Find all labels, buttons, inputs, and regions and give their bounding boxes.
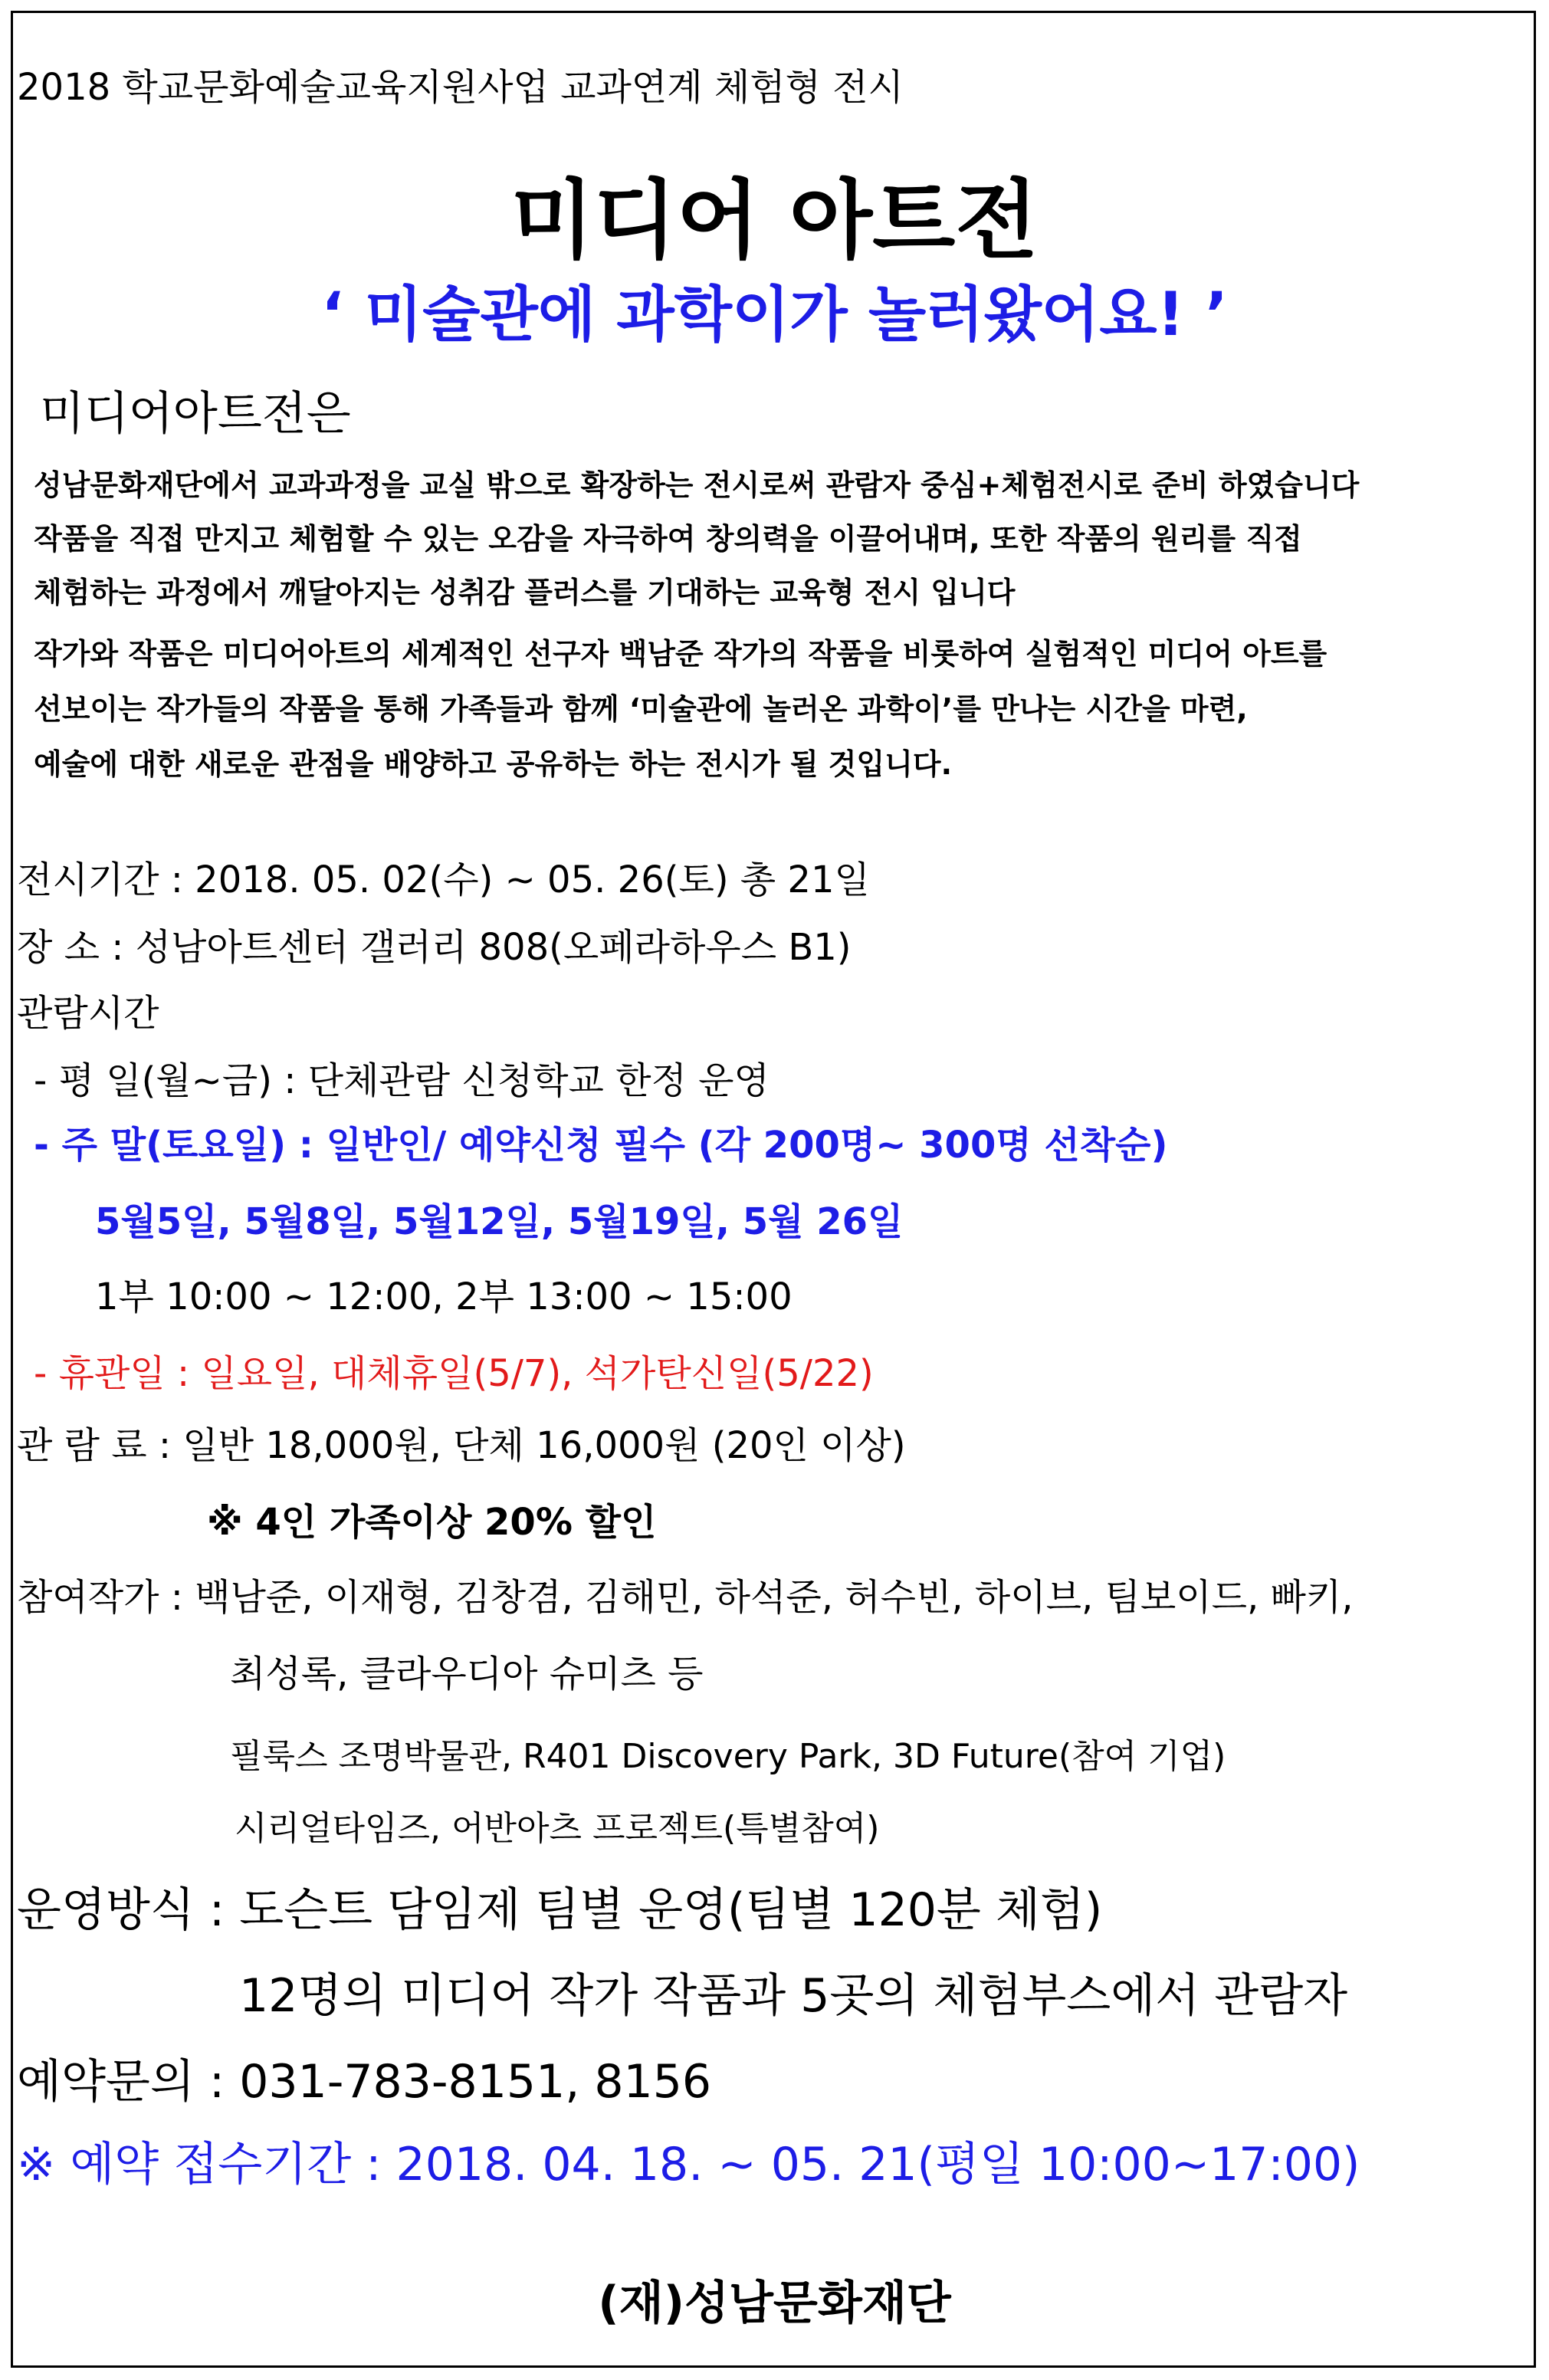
- intro-line: 예술에 대한 새로운 관점을 배양하고 공유하는 하는 전시가 될 것입니다.: [34, 747, 953, 781]
- program-subtitle: 2018 학교문화예술교육지원사업 교과연계 체험형 전시: [17, 66, 904, 109]
- hours-label: 관람시간: [17, 992, 159, 1035]
- weekend-hours: - 주 말(토요일) : 일반인/ 예약신청 필수 (각 200명~ 300명 선착순): [34, 1124, 1168, 1167]
- intro-line: 작가와 작품은 미디어아트의 세계적인 선구자 백남준 작가의 작품을 비롯하여 실험적인 미디어 아트를: [34, 637, 1327, 671]
- organizer-name: (재)성남문화재단: [598, 2277, 951, 2330]
- admission-fee: 관 람 료 : 일반 18,000원, 단체 16,000원 (20인 이상): [17, 1424, 906, 1467]
- exhibition-title: 미디어 아트전: [510, 171, 1039, 271]
- session-times: 1부 10:00 ~ 12:00, 2부 13:00 ~ 15:00: [95, 1275, 793, 1318]
- operation-method: 운영방식 : 도슨트 담임제 팀별 운영(팀별 120분 체험): [17, 1883, 1103, 1937]
- reservation-inquiry: 예약문의 : 031-783-8151, 8156: [17, 2055, 712, 2109]
- partner-companies: 필룩스 조명박물관, R401 Discovery Park, 3D Future(참여 기업): [230, 1737, 1226, 1776]
- special-participants: 시리얼타임즈, 어반아츠 프로젝트(특별참여): [235, 1809, 880, 1848]
- exhibition-tagline: ‘ 미술관에 과학이가 놀러왔어요! ’: [321, 281, 1228, 350]
- reservation-period: ※ 예약 접수기간 : 2018. 04. 18. ~ 05. 21(평일 10:00~17:00): [17, 2138, 1360, 2191]
- artists-line-1: 참여작가 : 백남준, 이재형, 김창겸, 김해민, 하석준, 허수빈, 하이브, 팀보이드, 빠키,: [17, 1576, 1354, 1619]
- weekday-hours: - 평 일(월~금) : 단체관람 신청학교 한정 운영: [34, 1059, 770, 1102]
- operation-detail: 12명의 미디어 작가 작품과 5곳의 체험부스에서 관람자: [239, 1969, 1348, 2023]
- family-discount: ※ 4인 가족이상 20% 할인: [207, 1501, 657, 1544]
- intro-line: 체험하는 과정에서 깨달아지는 성취감 플러스를 기대하는 교육형 전시 입니다: [34, 576, 1016, 609]
- exhibition-place: 장 소 : 성남아트센터 갤러리 808(오페라하우스 B1): [17, 926, 852, 969]
- exhibition-period: 전시기간 : 2018. 05. 02(수) ~ 05. 26(토) 총 21일: [17, 858, 870, 901]
- intro-line: 작품을 직접 만지고 체험할 수 있는 오감을 자극하여 창의력을 이끌어내며, 또한 작품의 원리를 직접: [34, 522, 1302, 556]
- artists-line-2: 최성록, 클라우디아 슈미츠 등: [230, 1653, 704, 1696]
- intro-heading: 미디어아트전은: [40, 387, 351, 441]
- closed-days: - 휴관일 : 일요일, 대체휴일(5/7), 석가탄신일(5/22): [34, 1352, 874, 1395]
- intro-line: 성남문화재단에서 교과과정을 교실 밖으로 확장하는 전시로써 관람자 중심+체험전시로 준비 하였습니다: [34, 468, 1360, 502]
- intro-line: 선보이는 작가들의 작품을 통해 가족들과 함께 ‘미술관에 놀러온 과학이’를 만나는 시간을 마련,: [34, 692, 1248, 726]
- weekend-dates: 5월5일, 5월8일, 5월12일, 5월19일, 5월 26일: [95, 1200, 904, 1243]
